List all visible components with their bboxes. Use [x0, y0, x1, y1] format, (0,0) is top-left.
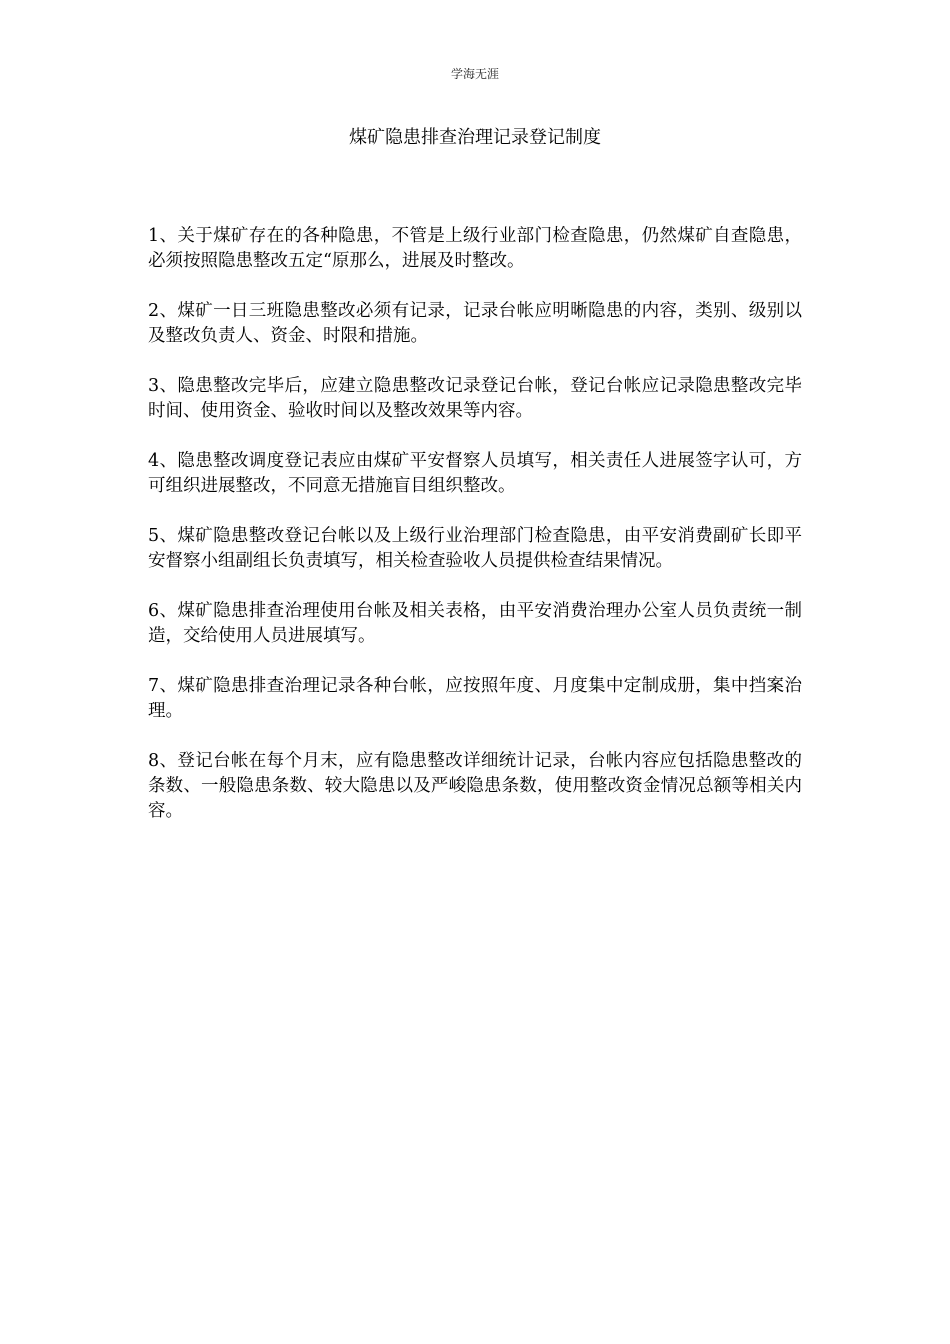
paragraph-2: 2、煤矿一日三班隐患整改必须有记录，记录台帐应明晰隐患的内容，类别、级别以及整改负责人、资金、时限和措施。: [148, 301, 802, 346]
paragraph-1: 1、关于煤矿存在的各种隐患，不管是上级行业部门检查隐患，仍然煤矿自查隐患，必须按照隐患整改五定“原那么，进展及时整改。: [148, 226, 802, 271]
paragraph-8: 8、登记台帐在每个月末，应有隐患整改详细统计记录，台帐内容应包括隐患整改的条数、一般隐患条数、较大隐患以及严峻隐患条数，使用整改资金情况总额等相关内容。: [148, 751, 802, 821]
page-header: 学海无涯: [450, 67, 499, 81]
paragraph-7: 7、煤矿隐患排查治理记录各种台帐，应按照年度、月度集中定制成册，集中挡案治理。: [148, 676, 802, 721]
document-title: 煤矿隐患排查治理记录登记制度: [349, 127, 601, 148]
paragraph-5: 5、煤矿隐患整改登记台帐以及上级行业治理部门检查隐患，由平安消费副矿长即平安督察小组副组长负责填写，相关检查验收人员提供检查结果情况。: [148, 526, 802, 571]
paragraph-3: 3、隐患整改完毕后，应建立隐患整改记录登记台帐，登记台帐应记录隐患整改完毕时间、使用资金、验收时间以及整改效果等内容。: [148, 376, 802, 421]
paragraph-4: 4、隐患整改调度登记表应由煤矿平安督察人员填写，相关责任人进展签字认可，方可组织进展整改，不同意无措施盲目组织整改。: [148, 451, 802, 496]
paragraph-6: 6、煤矿隐患排查治理使用台帐及相关表格，由平安消费治理办公室人员负责统一制造，交给使用人员进展填写。: [148, 601, 802, 646]
document-body: [148, 224, 802, 849]
